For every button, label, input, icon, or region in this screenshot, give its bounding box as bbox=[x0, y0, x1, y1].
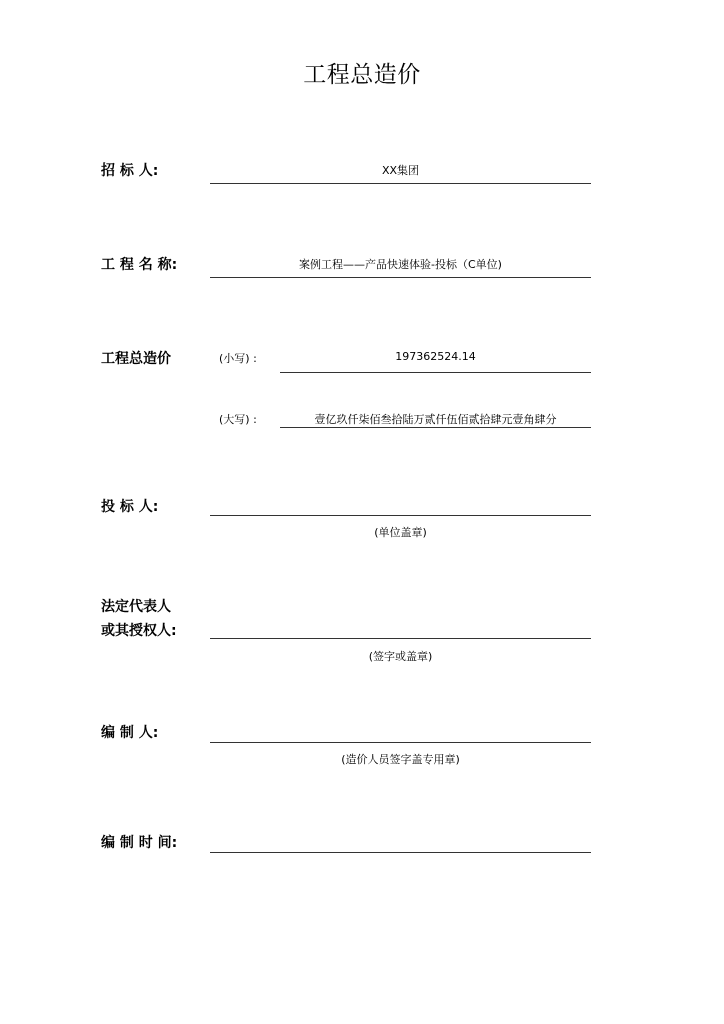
project-name-underline bbox=[210, 277, 591, 278]
project-name-label: 工 程 名 称: bbox=[101, 257, 178, 273]
bidder-label: 投 标 人: bbox=[101, 499, 159, 515]
legal-rep-label-line2: 或其授权人: bbox=[101, 623, 177, 639]
legal-rep-note: (签字或盖章) bbox=[368, 650, 433, 663]
legal-rep-label-line1: 法定代表人 bbox=[101, 599, 171, 615]
total-cost-label: 工程总造价 bbox=[101, 351, 171, 367]
total-cost-lower-underline bbox=[280, 372, 591, 373]
total-cost-upper-value: 壹亿玖仟柒佰叁拾陆万贰仟伍佰贰拾肆元壹角肆分 bbox=[314, 413, 557, 426]
compiler-underline bbox=[210, 742, 591, 743]
total-cost-lower-label: (小写) : bbox=[219, 352, 257, 365]
total-cost-upper-label: (大写) : bbox=[219, 413, 257, 426]
compile-time-underline bbox=[210, 852, 591, 853]
project-name-value: 案例工程——产品快速体验-投标（C单位) bbox=[299, 258, 502, 271]
tenderer-label: 招 标 人: bbox=[101, 163, 159, 179]
tenderer-value: XX集团 bbox=[381, 164, 420, 177]
bidder-underline bbox=[210, 515, 591, 516]
legal-rep-underline bbox=[210, 638, 591, 639]
page-title: 工程总造价 bbox=[303, 62, 421, 88]
tenderer-underline bbox=[210, 183, 591, 184]
compiler-note: (造价人员签字盖专用章) bbox=[341, 753, 460, 766]
bidder-note: (单位盖章) bbox=[374, 526, 427, 539]
compile-time-label: 编 制 时 间: bbox=[101, 835, 178, 851]
total-cost-upper-underline bbox=[280, 427, 591, 428]
total-cost-lower-value: 197362524.14 bbox=[395, 350, 476, 363]
compiler-label: 编 制 人: bbox=[101, 725, 159, 741]
